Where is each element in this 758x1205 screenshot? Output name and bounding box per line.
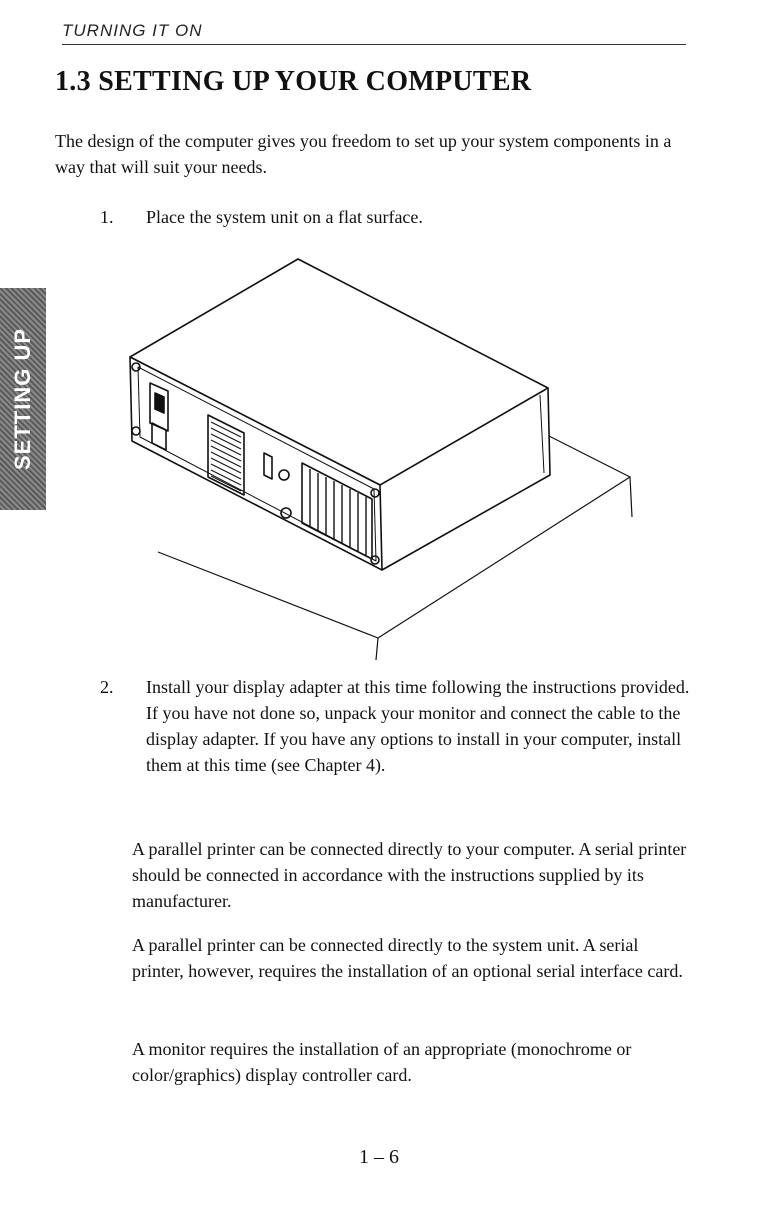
side-tab [0, 288, 46, 510]
step-text: Install your display adapter at this time following the instructions provided. If you have not done so, unpack your monitor and connect the cable to the display adapter. If you have any options to install in your computer, install them at this time (see Chapter 4). [146, 677, 690, 775]
computer-system-unit-icon [120, 255, 650, 675]
paragraph: A monitor requires the installation of an appropriate (monochrome or color/graphics) display controller card. [132, 1039, 632, 1085]
intro-paragraph: The design of the computer gives you freedom to set up your system components in a way that will suit your needs. [55, 131, 672, 177]
step-number: 1. [100, 207, 114, 227]
section-title: 1.3 SETTING UP YOUR COMPUTER [55, 66, 532, 97]
side-tab-label: SETTING UP [10, 327, 35, 471]
step-1 [100, 204, 700, 230]
running-head: TURNING IT ON [62, 18, 686, 45]
step-2 [100, 674, 700, 778]
paragraph: A parallel printer can be connected directly to the system unit. A serial printer, however, requires the installation of an optional serial interface card. [132, 935, 683, 981]
paragraph: A parallel printer can be connected directly to your computer. A serial printer should be connected in accordance with the instructions supplied by its manufacturer. [132, 839, 687, 911]
step-number: 2. [100, 677, 114, 697]
step-text: Place the system unit on a flat surface. [146, 207, 423, 227]
page-number: 1 – 6 [359, 1146, 399, 1168]
